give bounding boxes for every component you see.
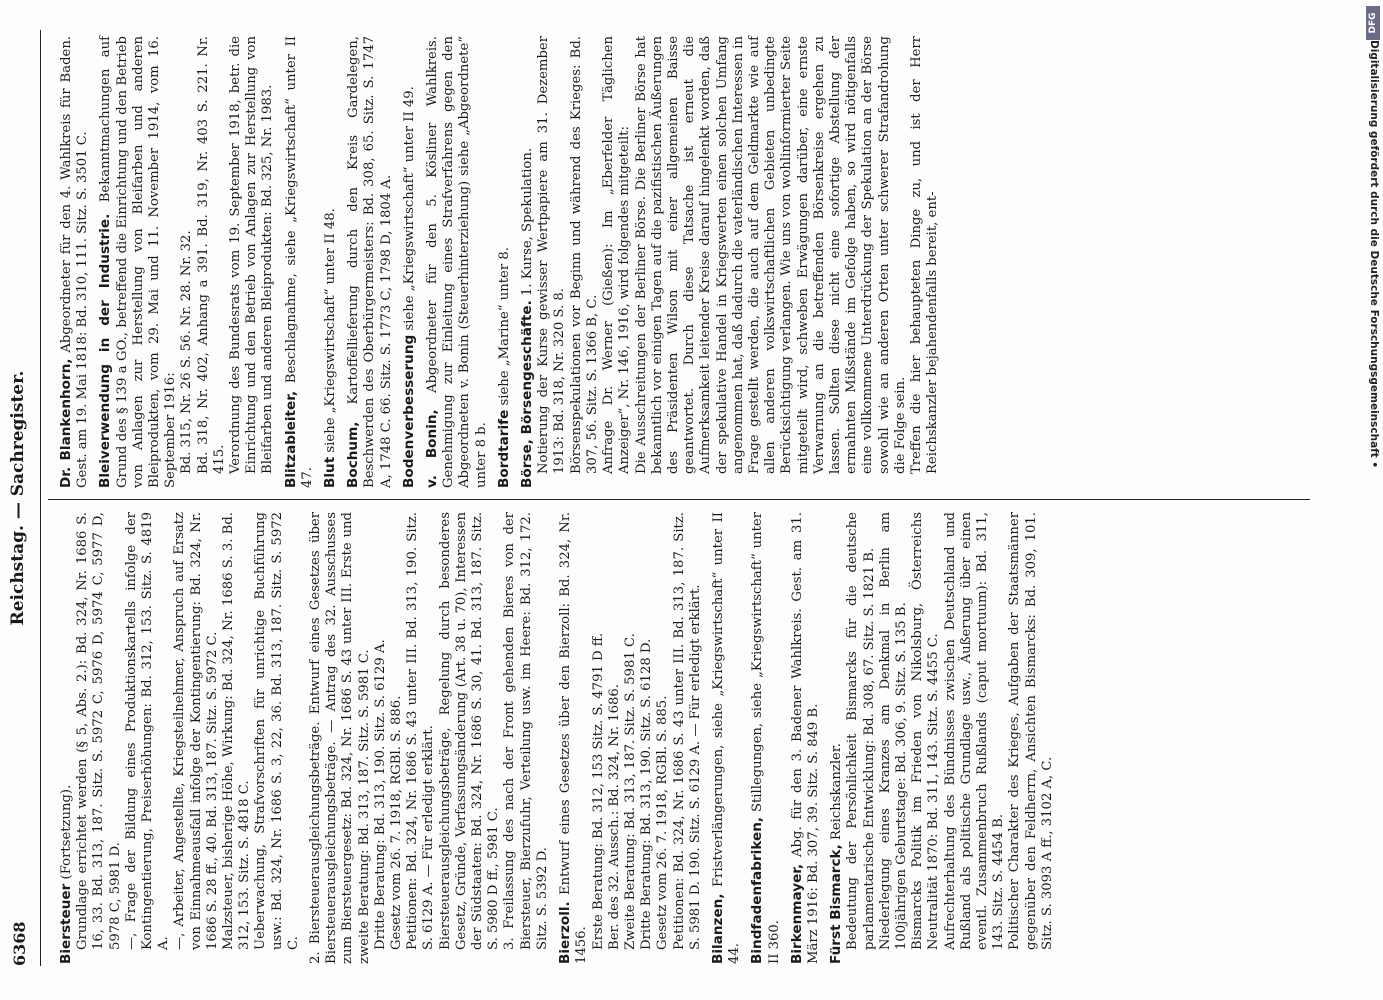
entry-body: (Fortsetzung). bbox=[59, 784, 74, 880]
entry-subtext bbox=[228, 36, 277, 488]
entry-text bbox=[97, 36, 179, 488]
dfg-logo bbox=[1366, 6, 1380, 40]
entry-body: Grundlage errichtet werden (§ 5, Abs. 2.): Bd. 324, Nr. 1686 S. 16, 33. Bd. 313, 187. Sitz. S. 5972 C, 5976 D, 5974 C, 5977 D, 5978 C, 5981 D. bbox=[75, 512, 123, 950]
entry-heading: Bleiverwendung in der Industrie. bbox=[97, 213, 114, 488]
entry-subtext bbox=[878, 512, 910, 964]
entry-body: Abg. für den 3. Badener Wahlkreis. Gest. am 31. März 1916: Bd. 307, 39. Sitz. S. 849 B. bbox=[789, 512, 821, 964]
dfg-funding-note: Digitalisierung gefördert durch die Deutsche Forschungsgemeinschaft • bbox=[1368, 40, 1380, 469]
entry-heading: Biersteuer bbox=[58, 883, 74, 964]
entry-body: Die Ausschreitungen der Berliner Börse. Die Berliner Börse hat bekanntlich vor einigen Tagen auf die pazifistischen Äußerungen des Präsidenten Wilson mit einer allgemeinen Baisse geantwortet. Durch diese Tatsache ist erneut die Aufmerksamkeit leitender Kreise darauf hingelenkt worden, daß der spekulative Handel in Kriegswerten einen solchen Umfang angenommen hat, daß dadurch die vaterländischen Interessen in Frage gestellt werden, die auch auf dem Geldmarkte wie auf allen anderen volkswirtschaftlichen Gebieten unbedingte Berücksichtigung verlangen. Wie uns von wohlinformierter Seite mitgeteilt wird, schweben Erwägungen darüber, eine ernste Verwarnung an die betreffenden Börsenkreise ergehen zu lassen. Sollten diese nicht eine sofortige Abstellung der ermahnten Mißstände im Gefolge haben, so wird nötigenfalls eine vollkommene Unterdrückung der Spekulation an der Börse sowohl wie an anderen Orten unter schwerer Strafandrohung die Folge sein. bbox=[633, 36, 908, 474]
entry-body: Anfrage Dr. Werner (Gießen): Im „Eberfelder Täglichen Anzeiger“, Nr. 146, 1916, wird folgendes mitgeteilt: bbox=[601, 36, 633, 474]
entry-body: Verordnung des Bundesrats vom 19. September 1918, betr. die Einrichtung und den Betrieb von Anlagen zur Herstellung von Bleifarben und anderen Bleiprodukten: Bd. 325, Nr. 1983. bbox=[228, 36, 276, 474]
entry-body: Gesetz vom 26. 7. 1918, RGBl. S. 886. bbox=[389, 695, 405, 950]
right-column bbox=[58, 36, 947, 488]
entry-subtext bbox=[1007, 512, 1056, 964]
entry-body: Dritte Beratung: Bd. 313, 190. Sitz. S. 6129 A. bbox=[372, 639, 388, 950]
entry-heading: Blut bbox=[322, 456, 339, 488]
entry-body: Bedeutung der Persönlichkeit Bismarcks für die deutsche parlamentarische Entwicklung: Bd. 308, 67. Sitz. S. 1821 B. bbox=[845, 512, 877, 950]
entry-subtext bbox=[591, 512, 607, 964]
entry-text bbox=[401, 36, 418, 488]
entry-body: Erste Beratung: Bd. 312, 153 Sitz. S. 4791 D ff. bbox=[590, 633, 606, 950]
register-entry bbox=[749, 512, 782, 964]
register-entry bbox=[828, 512, 1056, 964]
entry-subtext bbox=[607, 512, 623, 964]
entry-subtext bbox=[502, 512, 551, 964]
entry-heading: Börse, Börsengeschäfte. bbox=[519, 300, 536, 488]
entry-subtext bbox=[389, 512, 405, 964]
entry-text bbox=[322, 36, 339, 488]
entry-body: Reichskanzler. bbox=[829, 743, 845, 841]
entry-heading: Bochum, bbox=[345, 421, 362, 488]
dfg-logo-text: DFG bbox=[1368, 12, 1378, 34]
column-divider bbox=[48, 499, 1310, 500]
entry-body: Stillegungen, siehe „Kriegswirtschaft“ unter II 360. bbox=[750, 512, 782, 964]
entry-subtext bbox=[569, 36, 601, 488]
register-entry bbox=[322, 36, 339, 488]
entry-body: Kartoffellieferung durch den Kreis Gardelegen, Beschwerden des Oberbürgermeisters: Bd. 308, 65. Sitz. S. 1747 A, 1748 C. 66. Sitz. S. 1773 C, 1798 D, 1804 A. bbox=[346, 36, 394, 488]
entry-subtext bbox=[943, 512, 1008, 964]
left-column bbox=[58, 512, 1062, 964]
entry-subtext bbox=[845, 512, 877, 964]
entry-heading: Bordtarife bbox=[495, 409, 512, 488]
entry-text bbox=[710, 512, 743, 964]
register-entry bbox=[789, 512, 822, 964]
register-entry bbox=[496, 36, 513, 488]
entry-body: Dritte Beratung: Bd. 313, 190. Sitz. S. 6128 D. bbox=[639, 638, 655, 950]
register-entry bbox=[345, 36, 395, 488]
entry-subtext bbox=[373, 512, 389, 964]
entry-subtext bbox=[634, 36, 909, 488]
entry-body: Gesetz vom 26. 7. 1918, RGBl. S. 885. bbox=[655, 695, 671, 950]
entry-body: Ber. des 32. Aussch.: Bd. 324, Nr. 1686. bbox=[606, 684, 622, 950]
page-title: Reichstag. — Sachregister. bbox=[8, 370, 28, 626]
register-entry bbox=[308, 512, 551, 964]
entry-subtext bbox=[672, 512, 704, 964]
entry-text bbox=[283, 36, 316, 488]
entry-body: Bismarcks Politik im Frieden von Nikolsburg, Österreichs Neutralität 1870: Bd. 311, 143. Sitz. S. 4455 C. bbox=[910, 512, 942, 950]
entry-heading: Bodenverbesserung bbox=[400, 334, 417, 488]
entry-body: 2. Biersteuerausgleichungsbeträge. Entwurf eines Gesetzes über Biersteuerausgleichungsbeträge. — Antrag des 32. Ausschusses zum Biersteuergesetz: Bd. 324, Nr. 1686 S. 43 unter III. Erste und zweite Beratung: Bd. 313, 187. Sitz. S. 5981 C. bbox=[308, 512, 372, 964]
entry-subtext bbox=[405, 512, 437, 964]
entry-body: Entwurf eines Gesetzes über den Bierzoll: Bd. 324, Nr. 1456. bbox=[558, 511, 590, 964]
entry-subtext bbox=[221, 512, 253, 964]
entry-heading: v. Bonin, bbox=[424, 409, 441, 488]
entry-heading: Birkenmayer, bbox=[788, 863, 805, 964]
entry-text bbox=[828, 512, 845, 964]
entry-body: Petitionen: Bd. 324, Nr. 1686 S. 43 unter III. Bd. 313, 187. Sitz. S. 5981 D. 190. Sitz. S. 6129 A. — Für erledigt erklärt. bbox=[671, 512, 703, 950]
entry-body: Notierung der Kurse gewisser Wertpapiere am 31. Dezember 1913: Bd. 318, Nr. 320 S. 8. bbox=[536, 36, 568, 474]
page-number: 6368 bbox=[10, 921, 29, 966]
entry-text bbox=[519, 36, 536, 488]
entry-body: siehe „Kriegswirtschaft“ unter II 49. bbox=[401, 86, 417, 331]
entry-subtext bbox=[179, 36, 195, 488]
entry-text bbox=[557, 512, 590, 964]
register-entry bbox=[97, 36, 276, 488]
entry-subtext bbox=[601, 36, 633, 488]
entry-text bbox=[345, 36, 395, 488]
entry-heading: Blitzableiter, bbox=[282, 390, 299, 488]
entry-subtext bbox=[172, 512, 221, 964]
register-entry bbox=[557, 512, 704, 964]
register-entry bbox=[519, 36, 941, 488]
entry-subtext bbox=[655, 512, 671, 964]
header-rule bbox=[40, 30, 41, 966]
register-entry bbox=[58, 36, 91, 488]
entry-subtext bbox=[438, 512, 503, 964]
register-entry bbox=[710, 512, 743, 964]
entry-body: —, Frage der Bildung eines Produktionskartells infolge der Kontingentierung, Preiserhöhungen: Bd. 312, 153. Sitz. S. 4819 A. bbox=[123, 512, 172, 950]
entry-text bbox=[789, 512, 822, 964]
entry-body: Bekanntmachungen auf Grund des § 139 a GO., betreffend die Einrichtung und den Betrieb von Anlagen zur Herstellung von Bleifarben und anderen Bleiprodukten, vom 29. Mai und 11. November 1914, vom 16. September 1916: bbox=[98, 36, 179, 488]
entry-body: Niederlegung eines Kranzes am Denkmal in Berlin am 100jährigen Geburtstage: Bd. 306, 9. Sitz. S. 135 B. bbox=[877, 512, 909, 950]
entry-body: Bd. 318, Nr. 402, Anhang a 391. Bd. 319, Nr. 403 S. 221. Nr. 415. bbox=[195, 36, 227, 474]
entry-subtext bbox=[124, 512, 173, 964]
entry-body: Treffen die hier behaupteten Dinge zu, und ist der Herr Reichskanzler bejahendenfalls bereit, ent- bbox=[908, 36, 941, 474]
entry-body: Ueberwachung, Strafvorschriften für unrichtige Buchführung usw.: Bd. 324, Nr. 1686 S. 3, 22, 36. Bd. 313, 187. Sitz. S. 5972 C. bbox=[253, 512, 301, 950]
register-entry bbox=[401, 36, 418, 488]
entry-subtext bbox=[75, 512, 124, 964]
entry-body: Biersteuerausgleichungsbeträge, Regelung durch besonderes Gesetz, Gründe, Verfassungsänderung (Art. 38 u. 70), Interessen der Südstaaten: Bd. 324, Nr. 1686 S. 30, 41. Bd. 313, 187. Sitz. S. 5980 D ff., 5981 C. bbox=[437, 512, 502, 950]
entry-body: Politischer Charakter des Krieges, Aufgaben der Staatsmänner gegenüber den Feldherrn, Ansichten Bismarcks: Bd. 309, 101. Sitz. S. 3093 A ff., 3102 A, C. bbox=[1007, 512, 1055, 950]
entry-body: Börsenspekulationen vor Beginn und während des Krieges: Bd. 307, 56. Sitz. S. 1366 B, C. bbox=[568, 36, 600, 474]
register-entry bbox=[283, 36, 316, 488]
entry-subtext bbox=[536, 36, 568, 488]
entry-text bbox=[308, 512, 373, 964]
entry-heading: Dr. Blankenhorn, bbox=[58, 358, 74, 488]
entry-text bbox=[749, 512, 782, 964]
entry-body: Malzsteuer, bisherige Höhe, Wirkung: Bd. 324, Nr. 1686 S. 3. Bd. 312, 153. Sitz. S. 4818 C. bbox=[221, 512, 253, 950]
entry-body: Beschlagnahme, siehe „Kriegswirtschaft“ unter II 47. bbox=[283, 36, 315, 488]
entry-heading: Bindfadenfabriken, bbox=[749, 816, 766, 964]
entry-body: Petitionen: Bd. 324, Nr. 1686 S. 43 unter III. Bd. 313, 190. Sitz. S. 6129 A. — Für erledigt erklärt. bbox=[405, 512, 437, 950]
entry-body: siehe „Kriegswirtschaft“ unter II 48. bbox=[323, 208, 339, 453]
entry-body: 1. Kurse, Spekulation. bbox=[520, 147, 536, 297]
entry-body: 3. Freilassung des nach der Front gehenden Bieres von der Biersteuer, Bierzufuhr, Verteilung usw. im Heere: Bd. 312, 172. Sitz. S. 5392 D. bbox=[502, 512, 550, 950]
entry-heading: Bierzoll. bbox=[557, 901, 574, 964]
entry-subtext bbox=[909, 36, 941, 488]
entry-subtext bbox=[196, 36, 228, 488]
entry-subtext bbox=[253, 512, 302, 964]
register-entry bbox=[58, 512, 302, 964]
entry-body: Bd. 315, Nr. 26 S. 56. Nr. 28. Nr. 32. bbox=[179, 230, 195, 474]
entry-text bbox=[58, 36, 91, 488]
entry-body: —, Arbeiter, Angestellte, Kriegsteilnehmer, Anspruch auf Ersatz von Einnahmeausfall infolge der Kontingentierung: Bd. 324, Nr. 1686 S. 28 ff., 40. Bd. 313, 187. Sitz. S. 5972 C. bbox=[172, 512, 220, 950]
register-entry bbox=[424, 36, 490, 488]
running-head bbox=[8, 30, 34, 966]
entry-body: Fristverlängerungen, siehe „Kriegswirtschaft“ unter II 44. bbox=[710, 512, 743, 964]
entry-body: Abgeordneter für den 4. Wahlkreis für Baden. Gest. am 19. Mai 1818: Bd. 310, 111. Sitz. S. 3501 C. bbox=[59, 35, 91, 488]
entry-subtext bbox=[623, 512, 639, 964]
entry-heading: Fürst Bismarck, bbox=[828, 844, 845, 964]
entry-text bbox=[58, 512, 75, 964]
entry-subtext bbox=[639, 512, 655, 964]
entry-body: Abgeordneter für den 5. Kösliner Wahlkreis. Genehmigung zur Einleitung eines Strafverfahrens gegen den Abgeordneten v. Bonin (Steuerhinterziehung) siehe „Abgeordnete“ unter 8 b. bbox=[425, 36, 489, 488]
entry-text bbox=[496, 36, 513, 488]
entry-text bbox=[424, 36, 490, 488]
entry-heading: Bilanzen, bbox=[709, 893, 726, 964]
entry-body: siehe „Marine“ unter 8. bbox=[496, 247, 512, 406]
entry-body: Zweite Beratung: Bd. 313, 187. Sitz. S. 5981 C. bbox=[622, 633, 638, 950]
entry-body: Aufrechterhaltung des Bündnisses zwischen Deutschland und Rußland als politische Grundlage usw., Äußerung über einen eventl. Zusammenbruch Rußlands (caput mortuum): Bd. 311, 143. Sitz. S. 4454 B. bbox=[942, 512, 1007, 950]
entry-subtext bbox=[910, 512, 942, 964]
